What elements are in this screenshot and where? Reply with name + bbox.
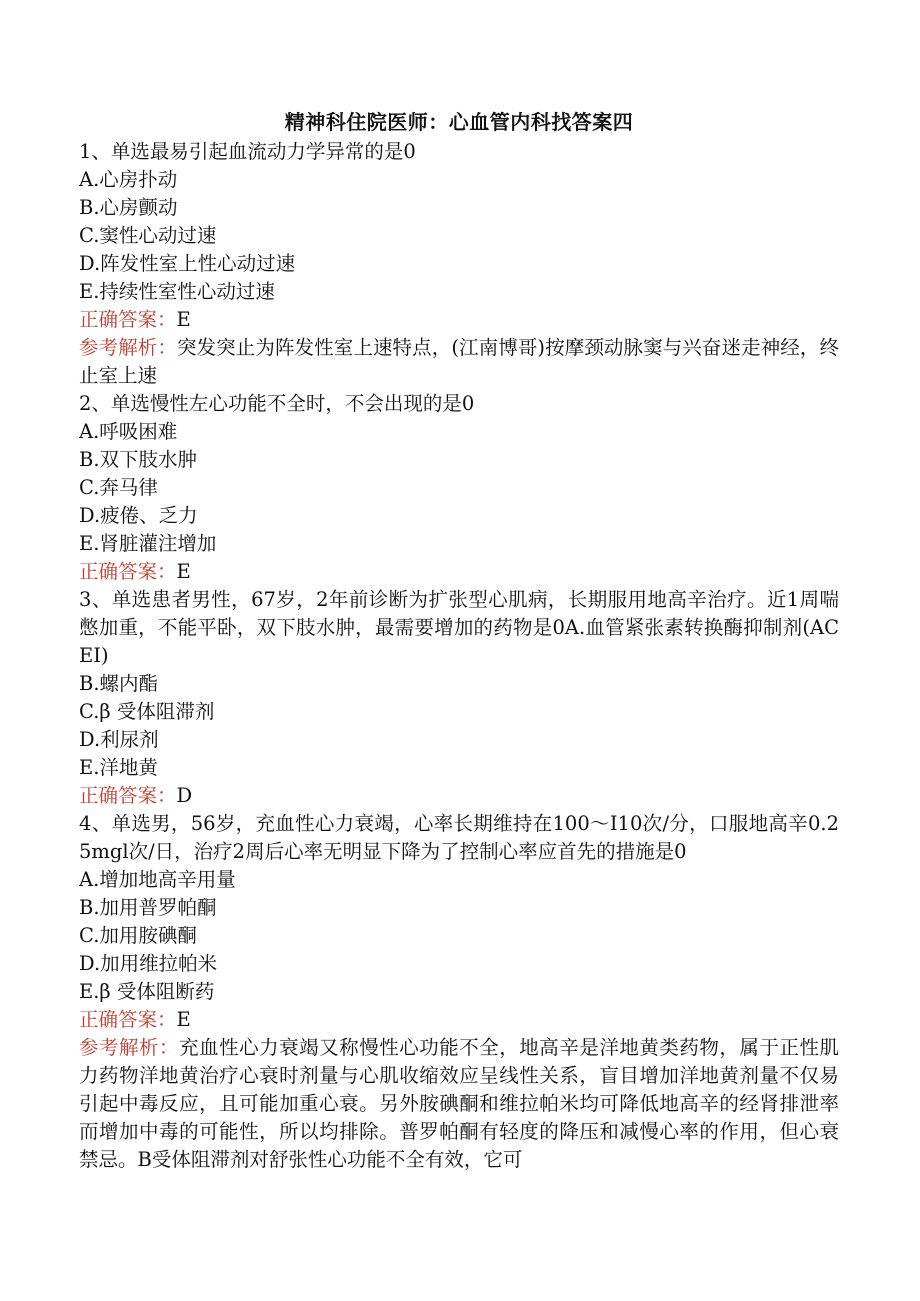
correct-answer	[79, 1006, 839, 1034]
analysis	[79, 334, 839, 390]
answer-value: D	[176, 784, 193, 807]
question-stem: 3、单选患者男性，67岁，2年前诊断为扩张型心肌病，长期服用地高辛治疗。近1周喘憋加重，不能平卧，双下肢水肿，最需要增加的药物是0A.血管紧张素转换酶抑制剂(ACEI)	[79, 588, 839, 667]
answer-label: 正确答案：	[79, 1008, 177, 1031]
answer-label: 正确答案：	[79, 784, 177, 807]
correct-answer	[79, 306, 839, 334]
option-d: D.利尿剂	[79, 728, 159, 751]
analysis-text: 突发突止为阵发性室上速特点，(江南博哥)按摩颈动脉窦与兴奋迷走神经，终止室上速	[79, 336, 839, 387]
answer-value: E	[176, 560, 191, 583]
answer-label: 正确答案：	[79, 308, 177, 331]
answer-value: E	[176, 308, 191, 331]
option-a: A.心房扑动	[79, 168, 178, 191]
option-b: B.心房颤动	[79, 196, 178, 219]
document-page	[79, 108, 839, 1174]
analysis-label: 参考解析：	[79, 336, 177, 359]
option-c: C.奔马律	[79, 476, 158, 499]
option-b: B.加用普罗帕酮	[79, 896, 217, 919]
question-3	[79, 586, 839, 810]
answer-label: 正确答案：	[79, 560, 177, 583]
option-d: D.阵发性室上性心动过速	[79, 252, 296, 275]
option-c: C.窦性心动过速	[79, 224, 217, 247]
option-e: E.持续性室性心动过速	[79, 280, 275, 303]
question-4	[79, 810, 839, 1174]
option-a: A.增加地高辛用量	[79, 868, 236, 891]
option-d: D.疲倦、乏力	[79, 504, 198, 527]
correct-answer	[79, 558, 839, 586]
option-e: E.肾脏灌注增加	[79, 532, 217, 555]
option-a: A.呼吸困难	[79, 420, 178, 443]
answer-value: E	[176, 1008, 191, 1031]
option-e: E.洋地黄	[79, 756, 158, 779]
option-d: D.加用维拉帕米	[79, 952, 218, 975]
analysis	[79, 1034, 839, 1174]
option-b: B.螺内酯	[79, 672, 159, 695]
question-2	[79, 390, 839, 586]
option-c: C.β 受体阻滞剂	[79, 700, 215, 723]
correct-answer	[79, 782, 839, 810]
question-1	[79, 138, 839, 390]
page-title: 精神科住院医师：心血管内科找答案四	[284, 110, 634, 134]
analysis-label: 参考解析：	[79, 1036, 180, 1059]
option-b: B.双下肢水肿	[79, 448, 198, 471]
question-stem: 4、单选男，56岁，充血性心力衰竭，心率长期维持在100～I10次/分，口服地高辛0.25mgl次/日，治疗2周后心率无明显下降为了控制心率应首先的措施是0	[79, 812, 839, 863]
analysis-text: 充血性心力衰竭又称慢性心功能不全，地高辛是洋地黄类药物，属于正性肌力药物洋地黄治疗心衰时剂量与心肌收缩效应呈线性关系，盲目增加洋地黄剂量不仅易引起中毒反应，且可能加重心衰。另外胺碘酮和维拉帕米均可降低地高辛的经肾排泄率而增加中毒的可能性，所以均排除。普罗帕酮有轻度的降压和减慢心率的作用，但心衰禁忌。B受体阻滞剂对舒张性心功能不全有效，它可	[79, 1036, 839, 1171]
option-e: E.β 受体阻断药	[79, 980, 215, 1003]
question-stem: 2、单选慢性左心功能不全时，不会出现的是0	[79, 392, 475, 415]
question-stem: 1、单选最易引起血流动力学异常的是0	[79, 140, 416, 163]
option-c: C.加用胺碘酮	[79, 924, 197, 947]
